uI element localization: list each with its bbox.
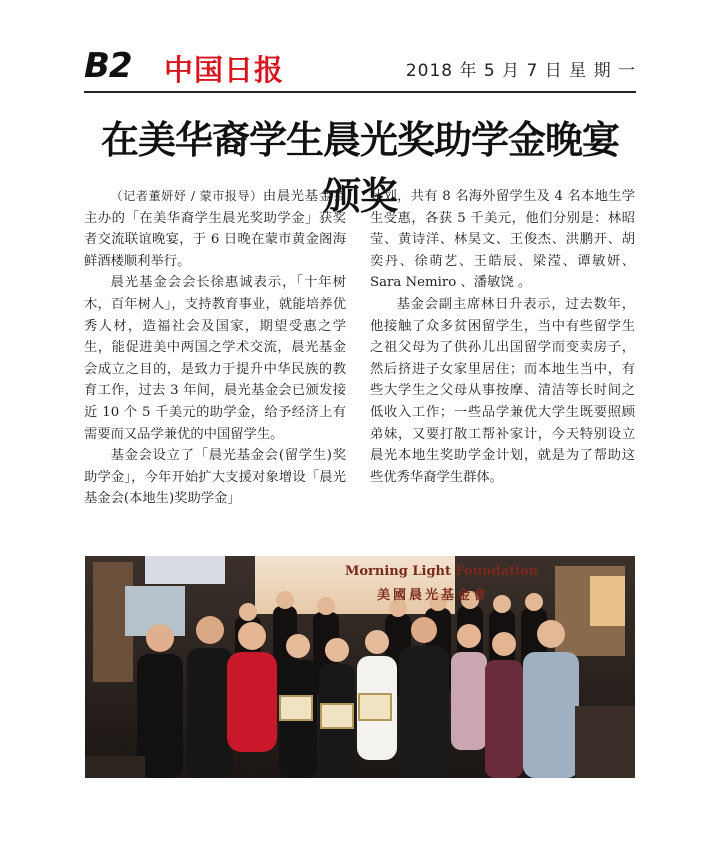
article-paragraph	[84, 186, 346, 272]
article-column-left	[84, 186, 346, 510]
masthead	[84, 46, 636, 90]
paragraph-text: 由晨光基金会主办的「在美华裔学生晨光奖助学金」获奖者交流联谊晚宴，于 6 日晚在蒙市黄金阁海鲜酒楼顺利举行。	[84, 189, 346, 269]
article-paragraph: 基金会副主席林日升表示，过去数年，他接触了众多贫困留学生，当中有些留学生之祖父母为了供孙儿出国留学而变卖房子，然后挤进子女家里居住；而本地生当中，有些大学生之父母从事按摩、清洁等长时间之低收入工作；一些品学兼优大学生既要照顾弟妹，又要打散工帮补家计，今天特别设立晨光本地生奖助学金计划，就是为了帮助这些优秀华裔学生群体。	[370, 296, 635, 485]
newspaper-name: 中国日报	[164, 53, 285, 87]
article-column-right	[370, 186, 635, 488]
article-paragraph: 晨光基金会会长徐惠诚表示，「十年树木，百年树人」，支持教育事业，就能培养优秀人材，造福社会及国家，期望受惠之学生，能促进美中两国之学术交流，晨光基金会成立之目的，是致力于提升中华民族的教育工作，过去 3 年间，晨光基金会已颁发接近 10 个 5 千美元的助学金，给予经济上有需要而又品学兼优的中国留学生。	[84, 275, 346, 442]
banner-chinese-text: 美國晨光基金會	[377, 588, 490, 603]
page-number: B2	[84, 46, 132, 86]
event-photo	[85, 556, 635, 778]
group-photo-illustration	[85, 556, 635, 778]
article-paragraph: 基金会设立了「晨光基金会(留学生)奖助学金」，今年开始扩大支援对象增设「晨光基金会(本地生)奖助学金」	[84, 448, 346, 507]
article-paragraph: 计划，共有 8 名海外留学生及 4 名本地生学生受惠，各获 5 千美元，他们分别是：林昭莹、黄诗洋、林昊文、王俊杰、洪鹏开、胡奕丹、徐萌艺、王皓辰、梁滢、谭敏妍、Sara Nemiro 、潘敏饶 。	[370, 189, 635, 291]
banner-english-text: Morning Light Foundation	[345, 564, 539, 579]
issue-date: 2018 年 5 月 7 日 星 期 一	[405, 61, 636, 81]
article-headline: 在美华裔学生晨光奖助学金晚宴颁奖	[100, 118, 619, 218]
masthead-rule	[84, 91, 636, 93]
byline: （记者董妍妤 / 蒙市报导）	[110, 189, 263, 203]
